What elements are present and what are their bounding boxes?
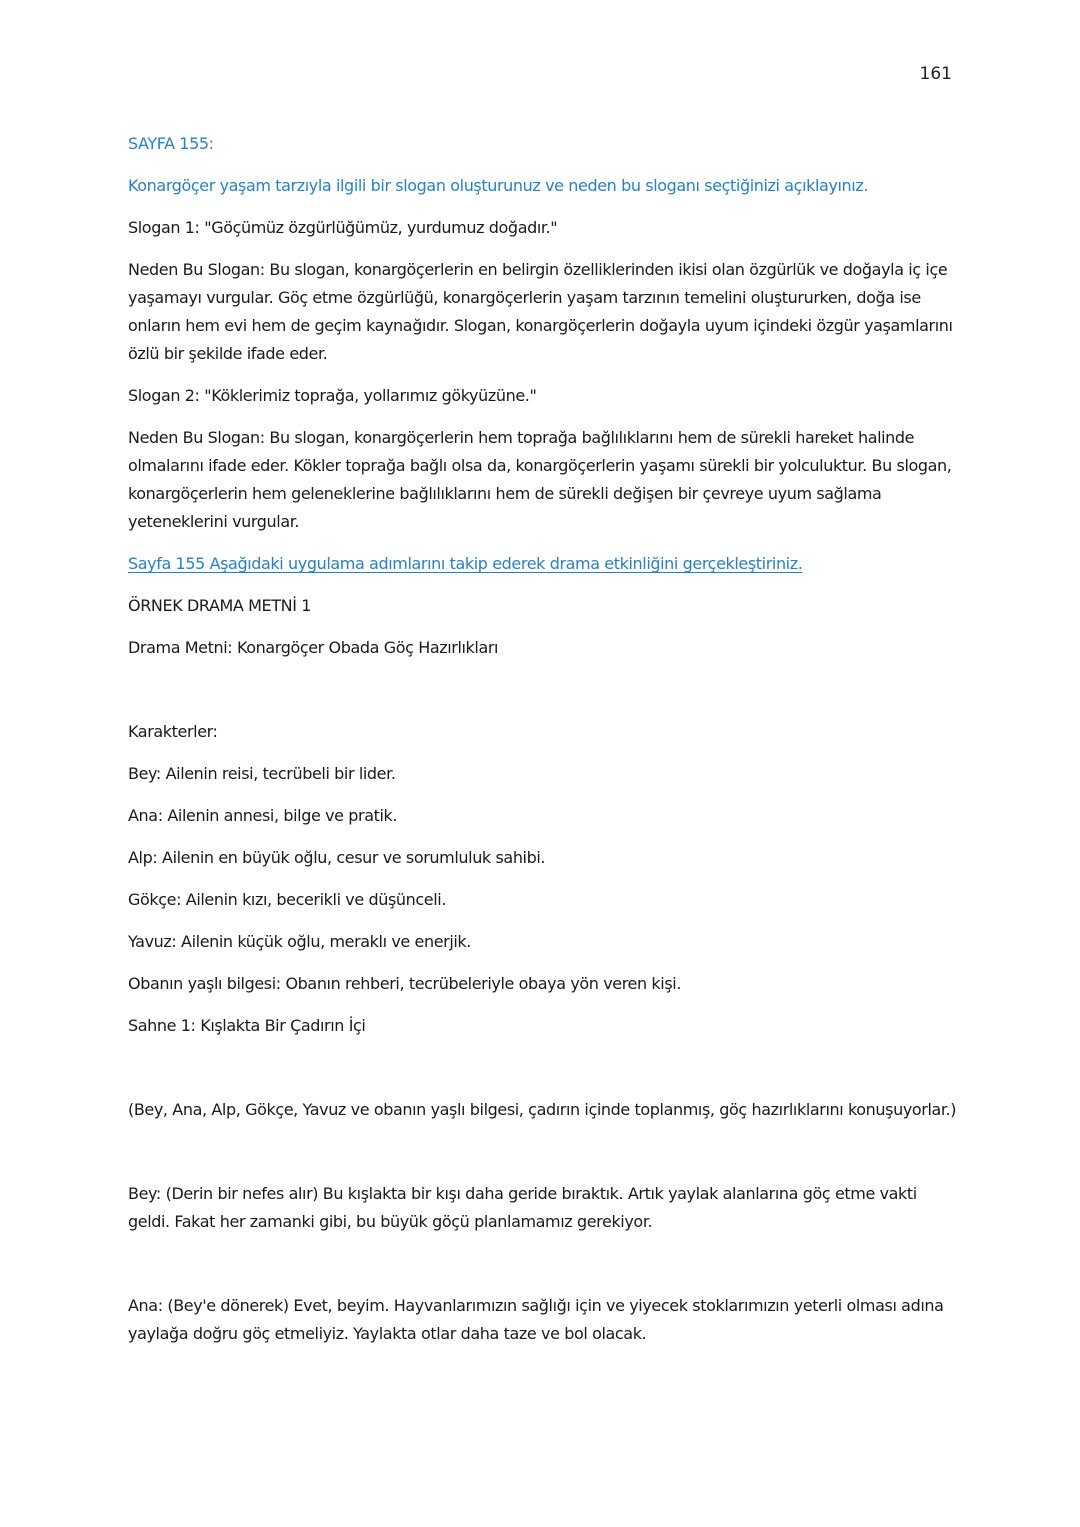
character-item: Yavuz: Ailenin küçük oğlu, meraklı ve enerjik.: [128, 932, 471, 951]
activity-instruction: Sayfa 155 Aşağıdaki uygulama adımlarını takip ederek drama etkinliğini gerçekleştiriniz.: [128, 554, 803, 573]
character-item: Alp: Ailenin en büyük oğlu, cesur ve sorumluluk sahibi.: [128, 848, 546, 867]
drama-title: Drama Metni: Konargöçer Obada Göç Hazırlıkları: [128, 638, 499, 657]
dialogue-ana: Ana: (Bey'e dönerek) Evet, beyim. Hayvanlarımızın sağlığı için ve yiyecek stoklarımızın yeterli olması adına yaylağa doğru göç etmeliyiz. Yaylakta otlar daha taze ve bol olacak.: [128, 1296, 944, 1343]
slogan-1: Slogan 1: "Göçümüz özgürlüğümüz, yurdumuz doğadır.": [128, 218, 558, 237]
scene-title: Sahne 1: Kışlakta Bir Çadırın İçi: [128, 1016, 366, 1035]
slogan-1-reason: Neden Bu Slogan: Bu slogan, konargöçerlerin en belirgin özelliklerinden ikisi olan özgürlük ve doğayla iç içe yaşamayı vurgular. Göç etme özgürlüğü, konargöçerlerin yaşam tarzının temelini oluştururken, doğa ise onların hem evi hem de geçim kaynağıdır. Slogan, konargöçerlerin doğayla uyum içindeki özgür yaşamlarını özlü bir şekilde ifade eder.: [128, 260, 953, 363]
page-number: 161: [919, 64, 952, 84]
dialogue-bey: Bey: (Derin bir nefes alır) Bu kışlakta bir kışı daha geride bıraktık. Artık yaylak alanlarına göç etme vakti geldi. Fakat her zamanki gibi, bu büyük göçü planlamamız gerekiyor.: [128, 1184, 917, 1231]
section-heading: SAYFA 155:: [128, 134, 214, 153]
example-title: ÖRNEK DRAMA METNİ 1: [128, 596, 311, 615]
slogan-2-reason: Neden Bu Slogan: Bu slogan, konargöçerlerin hem toprağa bağlılıklarını hem de sürekli hareket halinde olmalarını ifade eder. Kökler toprağa bağlı olsa da, konargöçerlerin yaşamı sürekli bir yolculuktur. Bu slogan, konargöçerlerin hem geleneklerine bağlılıklarını hem de sürekli değişen bir çevreye uyum sağlama yeteneklerini vurgular.: [128, 428, 952, 531]
document-body: [128, 130, 958, 1348]
character-item: Ana: Ailenin annesi, bilge ve pratik.: [128, 806, 398, 825]
characters-heading: Karakterler:: [128, 722, 218, 741]
stage-direction: (Bey, Ana, Alp, Gökçe, Yavuz ve obanın yaşlı bilgesi, çadırın içinde toplanmış, göç hazırlıklarını konuşuyorlar.): [128, 1100, 957, 1119]
character-item: Gökçe: Ailenin kızı, becerikli ve düşünceli.: [128, 890, 447, 909]
character-item: Bey: Ailenin reisi, tecrübeli bir lider.: [128, 764, 396, 783]
question-text: Konargöçer yaşam tarzıyla ilgili bir slogan oluşturunuz ve neden bu sloganı seçtiğinizi açıklayınız.: [128, 176, 869, 195]
slogan-2: Slogan 2: "Köklerimiz toprağa, yollarımız gökyüzüne.": [128, 386, 537, 405]
character-item: Obanın yaşlı bilgesi: Obanın rehberi, tecrübeleriyle obaya yön veren kişi.: [128, 974, 682, 993]
